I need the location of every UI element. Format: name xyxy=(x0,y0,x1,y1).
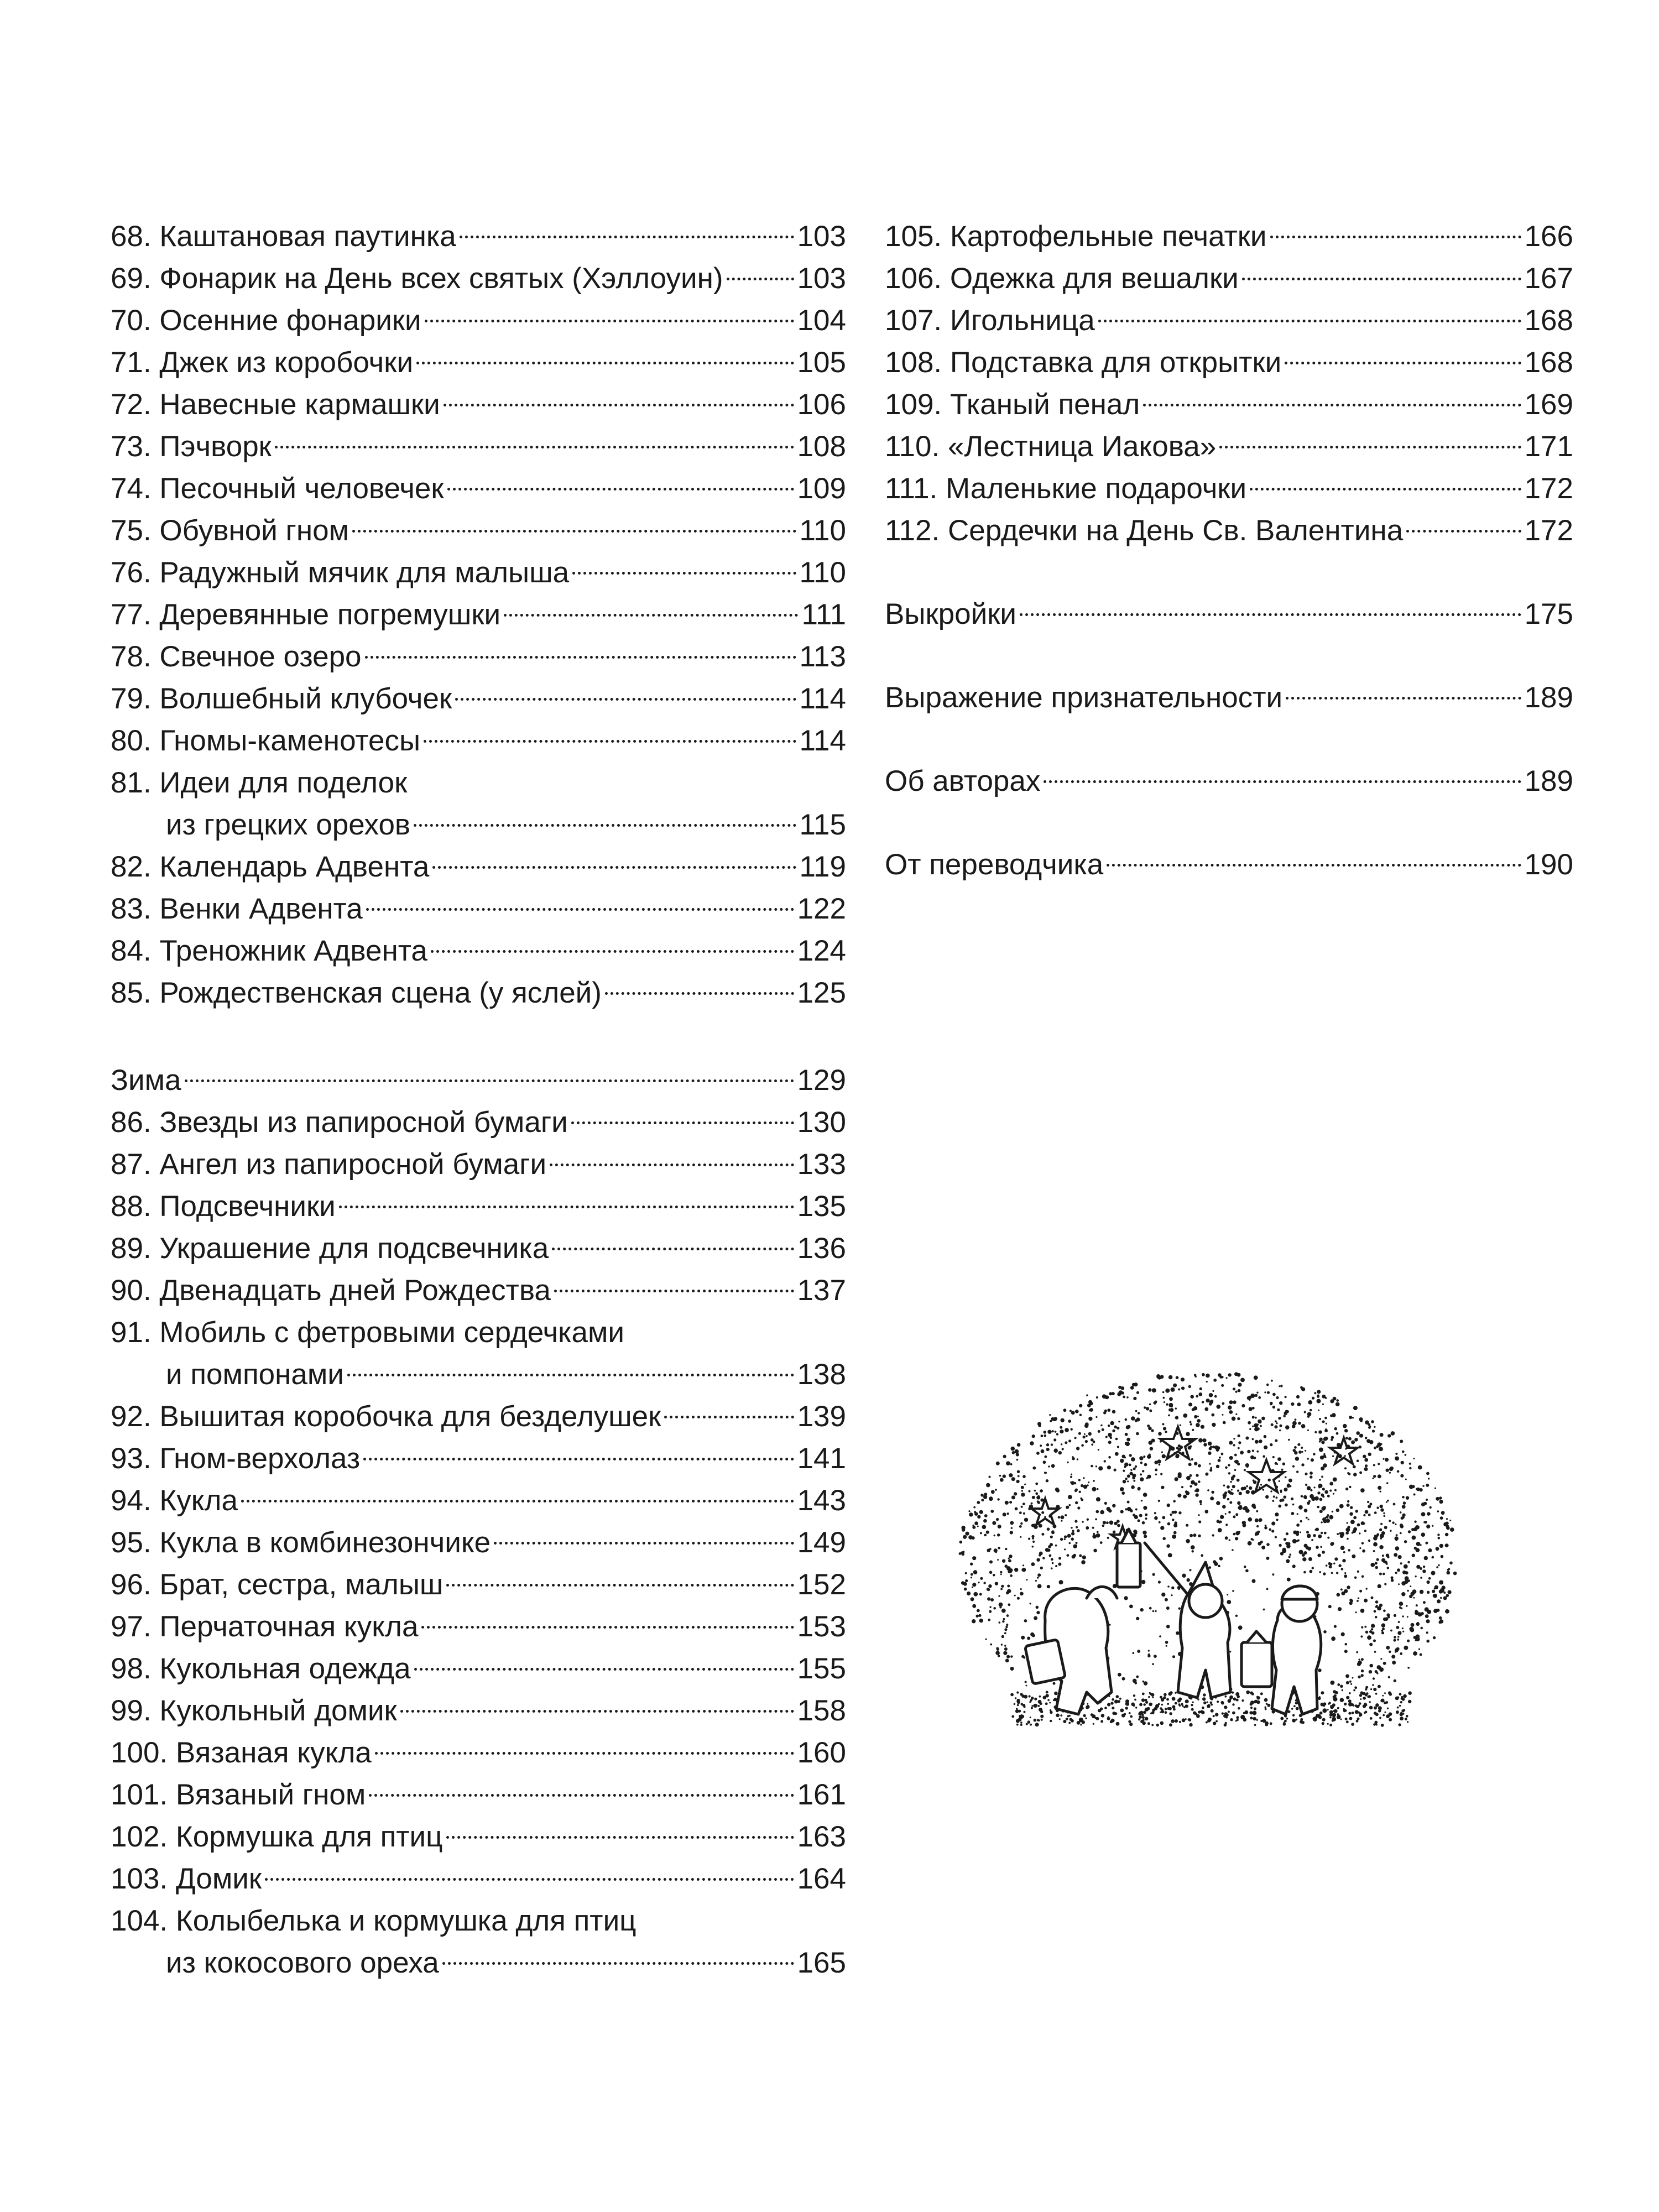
toc-entry[interactable] xyxy=(111,678,846,720)
page-number: 158 xyxy=(797,1694,846,1727)
page-number: 141 xyxy=(797,1442,846,1475)
toc-section[interactable] xyxy=(885,760,1573,802)
entry-label: 89. Украшение для подсвечника xyxy=(111,1232,549,1265)
dot-leader xyxy=(363,1458,794,1460)
section-title: От переводчика xyxy=(885,848,1104,881)
toc-entry[interactable] xyxy=(111,972,846,1014)
toc-entry[interactable] xyxy=(111,1480,846,1522)
dot-leader xyxy=(425,320,794,322)
page-number: 189 xyxy=(1524,681,1573,714)
dot-leader xyxy=(369,1794,794,1797)
toc-entry[interactable] xyxy=(111,1606,846,1648)
dot-leader xyxy=(550,1164,794,1166)
page-number: 160 xyxy=(797,1736,846,1769)
dot-leader xyxy=(1143,404,1521,406)
page-number: 135 xyxy=(797,1190,846,1223)
toc-entry[interactable] xyxy=(111,1816,846,1858)
entry-label: 109. Тканый пенал xyxy=(885,388,1140,421)
dot-leader xyxy=(424,740,796,743)
dot-leader xyxy=(494,1542,794,1545)
entry-label: 72. Навесные кармашки xyxy=(111,388,440,421)
page-number: 149 xyxy=(797,1526,846,1559)
dot-leader xyxy=(1270,236,1521,238)
entry-label: 111. Маленькие подарочки xyxy=(885,472,1247,505)
dot-leader xyxy=(1242,278,1521,280)
toc-section-winter[interactable] xyxy=(111,1060,846,1102)
page-number: 143 xyxy=(797,1484,846,1517)
toc-list-winter xyxy=(111,1102,846,1984)
page-number: 110 xyxy=(799,556,846,589)
entry-label: 112. Сердечки на День Св. Валентина xyxy=(885,514,1404,547)
toc-entry[interactable] xyxy=(111,426,846,468)
entry-label: 91. Мобиль с фетровыми сердечками xyxy=(111,1316,625,1349)
page-number: 175 xyxy=(1524,598,1573,630)
toc-right-column xyxy=(885,216,1573,886)
entry-label: 82. Календарь Адвента xyxy=(111,851,430,883)
entry-label: 85. Рождественская сцена (у яслей) xyxy=(111,977,602,1009)
toc-entry[interactable] xyxy=(111,510,846,552)
toc-entry[interactable] xyxy=(111,1228,846,1270)
entry-label: 97. Перчаточная кукла xyxy=(111,1610,419,1643)
dot-leader xyxy=(504,614,798,617)
page-number: 165 xyxy=(797,1947,846,1979)
entry-label: 99. Кукольный домик xyxy=(111,1694,397,1727)
toc-entry[interactable] xyxy=(111,1942,846,1984)
page-number: 163 xyxy=(797,1820,846,1853)
page-number: 103 xyxy=(797,262,846,295)
toc-entry[interactable] xyxy=(111,258,846,300)
entry-label: 73. Пэчворк xyxy=(111,430,272,463)
entry-label: 77. Деревянные погремушки xyxy=(111,598,501,631)
dot-leader xyxy=(664,1416,794,1418)
page-number: 110 xyxy=(799,514,846,547)
entry-label: 105. Картофельные печатки xyxy=(885,220,1267,253)
toc-section[interactable] xyxy=(885,593,1573,635)
toc-entry[interactable] xyxy=(111,804,846,846)
page-number: 108 xyxy=(797,430,846,463)
page-number: 125 xyxy=(797,977,846,1009)
toc-entry-line1[interactable] xyxy=(111,1312,846,1354)
toc-entry[interactable] xyxy=(111,1732,846,1774)
toc-entry[interactable] xyxy=(885,216,1573,258)
spacer xyxy=(885,635,1573,677)
dot-leader xyxy=(400,1710,794,1713)
entry-label: 88. Подсвечники xyxy=(111,1190,336,1223)
toc-entry[interactable] xyxy=(885,468,1573,510)
entry-label: 94. Кукла xyxy=(111,1484,238,1517)
page-number: 164 xyxy=(797,1863,846,1895)
dot-leader xyxy=(265,1878,794,1881)
section-title: Об авторах xyxy=(885,765,1041,797)
dot-leader xyxy=(352,530,796,533)
page-number: 168 xyxy=(1524,304,1573,337)
entry-label: 96. Брат, сестра, малыш xyxy=(111,1568,444,1601)
entry-label: 80. Гномы-каменотесы xyxy=(111,724,421,757)
section-title: Выражение признательности xyxy=(885,681,1283,714)
dot-leader xyxy=(1098,320,1521,322)
dot-leader xyxy=(1219,446,1521,448)
toc-entry[interactable] xyxy=(111,1354,846,1396)
toc-list-autumn xyxy=(111,216,846,1014)
dot-leader xyxy=(442,1962,794,1965)
entry-label: 101. Вязаный гном xyxy=(111,1778,366,1811)
entry-label: 70. Осенние фонарики xyxy=(111,304,421,337)
spacer xyxy=(885,552,1573,593)
toc-entry[interactable] xyxy=(111,552,846,594)
toc-entry[interactable] xyxy=(885,384,1573,426)
entry-label: 74. Песочный человечек xyxy=(111,472,444,505)
entry-label: 68. Каштановая паутинка xyxy=(111,220,456,253)
toc-entry[interactable] xyxy=(111,636,846,678)
entry-label: 71. Джек из коробочки xyxy=(111,346,414,379)
dot-leader xyxy=(1250,488,1521,491)
toc-entry[interactable] xyxy=(111,384,846,426)
entry-label: 93. Гном-верхолаз xyxy=(111,1442,361,1475)
toc-entry[interactable] xyxy=(111,1396,846,1438)
entry-label: 84. Треножник Адвента xyxy=(111,935,427,967)
page-number: 119 xyxy=(799,851,846,883)
page-number: 105 xyxy=(797,346,846,379)
page-number: 190 xyxy=(1524,848,1573,881)
toc-entry-line1[interactable] xyxy=(111,762,846,804)
toc-entry[interactable] xyxy=(885,426,1573,468)
page-number: 104 xyxy=(797,304,846,337)
page-number: 155 xyxy=(797,1652,846,1685)
entry-label: 86. Звезды из папиросной бумаги xyxy=(111,1106,568,1139)
page-number: 111 xyxy=(801,598,846,631)
toc-left-column xyxy=(111,216,846,1984)
dot-leader xyxy=(1286,697,1521,700)
entry-label: 79. Волшебный клубочек xyxy=(111,682,452,715)
toc-entry[interactable] xyxy=(111,1144,846,1186)
dot-leader xyxy=(414,1668,794,1671)
page-number: 161 xyxy=(797,1778,846,1811)
toc-entry[interactable] xyxy=(885,258,1573,300)
page-number: 168 xyxy=(1524,346,1573,379)
entry-label: 69. Фонарик на День всех святых (Хэллоуин) xyxy=(111,262,723,295)
page-number: 115 xyxy=(799,808,846,841)
spacer xyxy=(885,802,1573,844)
entry-label: 95. Кукла в комбинезончике xyxy=(111,1526,491,1559)
dot-leader xyxy=(366,908,794,911)
toc-section[interactable] xyxy=(885,844,1573,886)
dot-leader xyxy=(375,1752,794,1755)
dot-leader xyxy=(1285,362,1521,364)
toc-entry[interactable] xyxy=(111,1522,846,1564)
dot-leader xyxy=(552,1248,794,1250)
page-number: 167 xyxy=(1524,262,1573,295)
toc-entry[interactable] xyxy=(111,1564,846,1606)
toc-entry[interactable] xyxy=(885,342,1573,384)
section-title: Выкройки xyxy=(885,598,1016,630)
toc-entry[interactable] xyxy=(111,1186,846,1228)
entry-label: 98. Кукольная одежда xyxy=(111,1652,411,1685)
page-number: 130 xyxy=(797,1106,846,1139)
entry-label: 76. Радужный мячик для малыша xyxy=(111,556,570,589)
entry-label-continuation: и помпонами xyxy=(166,1358,344,1391)
dot-leader xyxy=(365,656,796,659)
entry-label-continuation: из грецких орехов xyxy=(166,808,411,841)
toc-list-right xyxy=(885,216,1573,552)
page-number: 172 xyxy=(1524,472,1573,505)
page-number: 139 xyxy=(797,1400,846,1433)
entry-label: 83. Венки Адвента xyxy=(111,893,363,925)
page-number: 171 xyxy=(1524,430,1573,463)
spacer xyxy=(111,1014,846,1060)
page-number: 109 xyxy=(797,472,846,505)
entry-label: 90. Двенадцать дней Рождества xyxy=(111,1274,551,1307)
toc-entry[interactable] xyxy=(111,1648,846,1690)
entry-label: 103. Домик xyxy=(111,1863,262,1895)
toc-entry[interactable] xyxy=(111,888,846,930)
entry-label: 78. Свечное озеро xyxy=(111,640,362,673)
toc-entry[interactable] xyxy=(111,1858,846,1900)
page-number: 136 xyxy=(797,1232,846,1265)
dot-leader xyxy=(1406,530,1521,533)
toc-entry[interactable] xyxy=(111,468,846,510)
dot-leader xyxy=(241,1500,794,1503)
toc-entry[interactable] xyxy=(111,342,846,384)
entry-label: 81. Идеи для поделок xyxy=(111,766,408,799)
entry-label: 75. Обувной гном xyxy=(111,514,349,547)
entry-label: 102. Кормушка для птиц xyxy=(111,1820,443,1853)
toc-entry[interactable] xyxy=(111,720,846,762)
page-number: 122 xyxy=(797,893,846,925)
page-number: 124 xyxy=(797,935,846,967)
dot-leader xyxy=(275,446,794,448)
entry-label: 100. Вязаная кукла xyxy=(111,1736,372,1769)
dot-leader xyxy=(455,698,796,701)
page-number: 103 xyxy=(797,220,846,253)
entry-label: 87. Ангел из папиросной бумаги xyxy=(111,1148,547,1181)
dot-leader xyxy=(1107,864,1521,867)
toc-entry[interactable] xyxy=(111,1438,846,1480)
page-number: 113 xyxy=(799,640,846,673)
toc-entry[interactable] xyxy=(111,1690,846,1732)
dot-leader xyxy=(444,404,794,406)
dot-leader xyxy=(446,1584,794,1587)
dot-leader xyxy=(421,1626,794,1629)
page-number: 152 xyxy=(797,1568,846,1601)
page-number: 114 xyxy=(799,724,846,757)
toc-entry[interactable] xyxy=(111,846,846,888)
dot-leader xyxy=(554,1290,794,1292)
entry-label: 107. Игольница xyxy=(885,304,1095,337)
page-number: 189 xyxy=(1524,765,1573,797)
entry-label: 110. «Лестница Иакова» xyxy=(885,430,1217,463)
dot-leader xyxy=(460,236,794,238)
dot-leader xyxy=(727,278,794,280)
entry-label: 106. Одежка для вешалки xyxy=(885,262,1239,295)
page-number: 138 xyxy=(797,1358,846,1391)
dot-leader xyxy=(414,824,796,827)
dot-leader xyxy=(339,1206,794,1208)
entry-label: 92. Вышитая коробочка для безделушек xyxy=(111,1400,661,1433)
toc-entry[interactable] xyxy=(111,1774,846,1816)
toc-entry[interactable] xyxy=(111,594,846,636)
dot-leader xyxy=(571,1121,794,1124)
dot-leader xyxy=(1020,613,1521,616)
page-number: 137 xyxy=(797,1274,846,1307)
dot-leader xyxy=(347,1374,794,1376)
toc-entry[interactable] xyxy=(111,930,846,972)
page-number: 166 xyxy=(1524,220,1573,253)
page-number: 106 xyxy=(797,388,846,421)
dot-leader xyxy=(447,488,794,491)
page-number: 172 xyxy=(1524,514,1573,547)
page-number: 169 xyxy=(1524,388,1573,421)
spacer xyxy=(885,719,1573,760)
dot-leader xyxy=(446,1836,794,1839)
toc-entry[interactable] xyxy=(111,1102,846,1144)
dot-leader xyxy=(572,572,796,575)
dot-leader xyxy=(432,866,796,869)
page-number: 114 xyxy=(799,682,846,715)
section-page: 129 xyxy=(797,1064,846,1097)
dot-leader xyxy=(605,992,794,995)
toc-entry[interactable] xyxy=(111,216,846,258)
children-figures xyxy=(1025,1529,1321,1714)
toc-entry-line1[interactable] xyxy=(111,1900,846,1942)
dot-leader xyxy=(1044,780,1521,783)
toc-sections-right xyxy=(885,552,1573,886)
dot-leader xyxy=(185,1079,794,1082)
toc-entry[interactable] xyxy=(885,300,1573,342)
section-title: Зима xyxy=(111,1064,181,1097)
entry-label-continuation: из кокосового ореха xyxy=(166,1947,439,1979)
entry-label: 104. Колыбелька и кормушка для птиц xyxy=(111,1905,637,1937)
toc-entry[interactable] xyxy=(111,300,846,342)
toc-section[interactable] xyxy=(885,677,1573,719)
dot-leader xyxy=(431,950,794,953)
page-number: 133 xyxy=(797,1148,846,1181)
children-lanterns-illustration xyxy=(946,1360,1471,1747)
toc-entry[interactable] xyxy=(111,1270,846,1312)
dot-leader xyxy=(416,362,794,364)
entry-label: 108. Подставка для открытки xyxy=(885,346,1282,379)
page-number: 153 xyxy=(797,1610,846,1643)
toc-entry[interactable] xyxy=(885,510,1573,552)
